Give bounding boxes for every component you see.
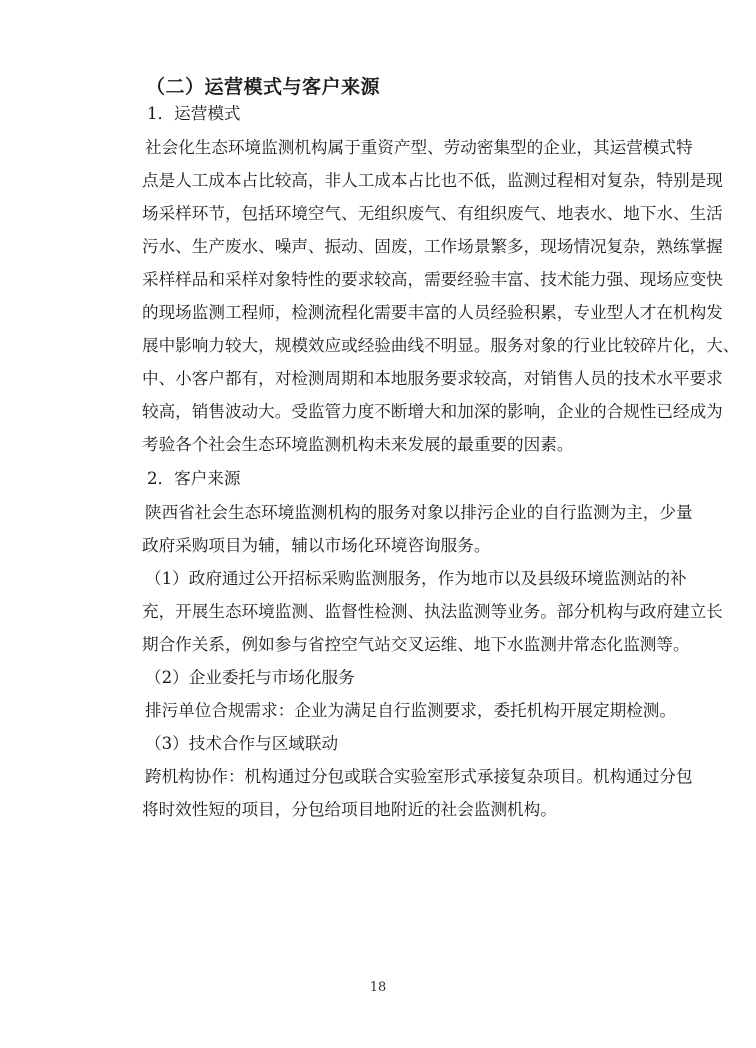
paragraph-line: 期合作关系，例如参与省控空气站交叉运维、地下水监测井常态化监测等。: [142, 635, 690, 654]
paragraph-line: 展中影响力较大，规模效应或经验曲线不明显。服务对象的行业比较碎片化，大、: [142, 336, 740, 355]
paragraph-line: 场采样环节，包括环境空气、无组织废气、有组织废气、地表水、地下水、生活: [142, 204, 723, 223]
paragraph-line: 较高，销售波动大。受监管力度不断增大和加深的影响，企业的合规性已经成为: [142, 402, 723, 421]
paragraph-line: 政府采购项目为辅，辅以市场化环境咨询服务。: [142, 536, 491, 555]
page-number: 18: [369, 980, 387, 995]
paragraph-line: 污水、生产废水、噪声、振动、固废，工作场景繁多，现场情况复杂，熟练掌握: [142, 237, 723, 256]
paragraph-line: 社会化生态环境监测机构属于重资产型、劳动密集型的企业，其运营模式特: [145, 138, 693, 157]
section-heading: （二）运营模式与客户来源: [146, 76, 381, 98]
paragraph-line: （1）政府通过公开招标采购监测服务，作为地市以及县级环境监测站的补: [145, 569, 687, 588]
paragraph-line: 中、小客户都有，对检测周期和本地服务要求较高，对销售人员的技术水平要求: [142, 369, 723, 388]
paragraph-line: 排污单位合规需求：企业为满足自行监测要求，委托机构开展定期检测。: [145, 701, 676, 720]
paragraph-line: 陕西省社会生态环境监测机构的服务对象以排污企业的自行监测为主，少量: [145, 503, 693, 522]
paragraph-line: 考验各个社会生态环境监测机构未来发展的最重要的因素。: [142, 435, 574, 454]
paragraph-line: 采样样品和采样对象特性的要求较高，需要经验丰富、技术能力强、现场应变快: [142, 270, 723, 289]
paragraph-line: 跨机构协作：机构通过分包或联合实验室形式承接复杂项目。机构通过分包: [145, 767, 693, 786]
paragraph-line: 的现场监测工程师，检测流程化需要丰富的人员经验积累，专业型人才在机构发: [142, 303, 723, 322]
item-title-enterprise-commission: （2）企业委托与市场化服务: [145, 668, 355, 687]
item-title-technical-cooperation: （3）技术合作与区域联动: [145, 734, 339, 753]
paragraph-line: 充，开展生态环境监测、监督性检测、执法监测等业务。部分机构与政府建立长: [142, 602, 723, 621]
paragraph-line: 将时效性短的项目，分包给项目地附近的社会监测机构。: [142, 800, 557, 819]
subsection-title-customer-sources: 2．客户来源: [147, 469, 241, 488]
paragraph-line: 点是人工成本占比较高，非人工成本占比也不低，监测过程相对复杂，特别是现: [142, 171, 723, 190]
subsection-title-operating-mode: 1．运营模式: [147, 104, 241, 123]
